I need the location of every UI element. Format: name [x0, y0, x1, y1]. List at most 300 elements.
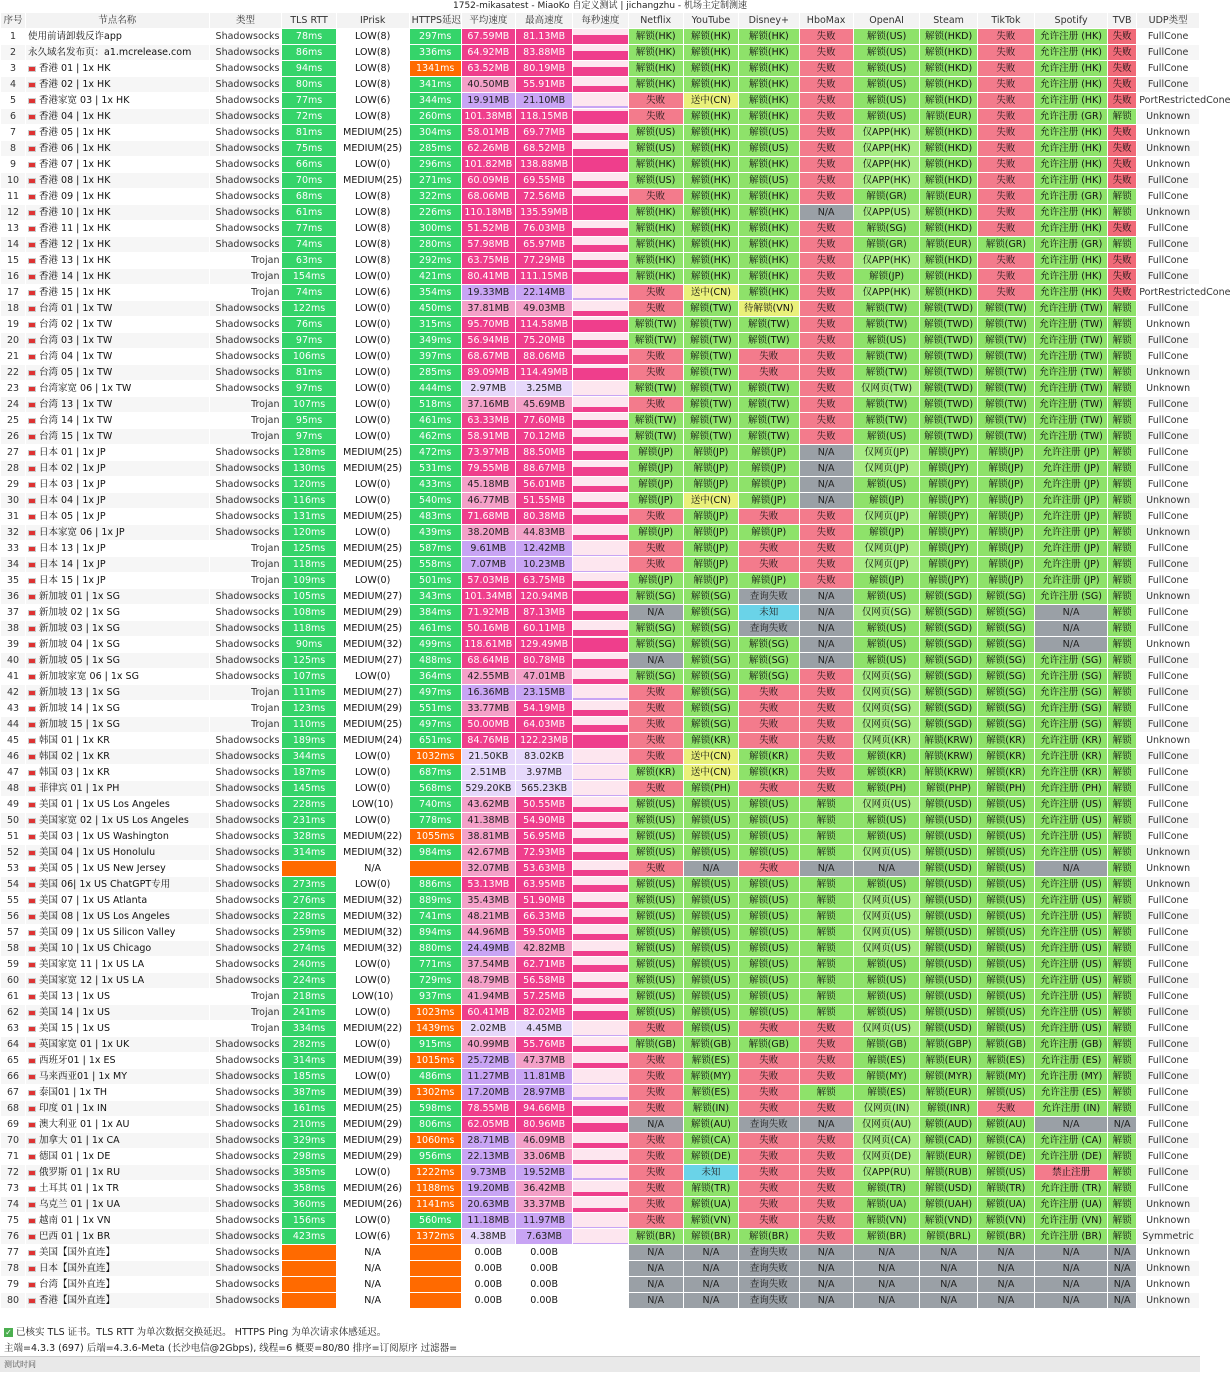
per-second-speed-graph [573, 509, 628, 525]
max-speed: 120.94MB [515, 589, 572, 605]
row-index: 73 [1, 1181, 26, 1197]
netflix-status: N/A [628, 605, 683, 621]
tiktok-status: 失败 [977, 93, 1034, 109]
ip-risk: LOW(0) [336, 381, 409, 397]
node-name-text: 香港 12 | 1x HK [39, 239, 111, 250]
tls-rtt: 298ms [282, 1149, 336, 1165]
table-row[interactable] [1, 1021, 1200, 1037]
per-second-speed-graph [573, 845, 628, 861]
netflix-status: 解锁(TW) [628, 381, 683, 397]
youtube-status: N/A [683, 1293, 738, 1309]
youtube-status: 解锁(IN) [683, 1101, 738, 1117]
table-row[interactable] [1, 125, 1200, 141]
row-index: 37 [1, 605, 26, 621]
table-row[interactable] [1, 557, 1200, 573]
row-index: 19 [1, 317, 26, 333]
openai-status: 解锁(JP) [853, 269, 920, 285]
openai-status: 解锁(SG) [853, 221, 920, 237]
hbomax-status: N/A [799, 477, 853, 493]
table-row[interactable] [1, 1069, 1200, 1085]
table-row[interactable] [1, 525, 1200, 541]
per-second-speed-graph [573, 1245, 628, 1261]
ip-risk: MEDIUM(29) [336, 1117, 409, 1133]
table-row[interactable] [1, 717, 1200, 733]
table-row[interactable] [1, 349, 1200, 365]
https-latency: 568ms [409, 781, 461, 797]
table-row[interactable] [1, 61, 1200, 77]
node-name [26, 237, 209, 253]
openai-status: 解锁(US) [853, 637, 920, 653]
table-row[interactable] [1, 413, 1200, 429]
table-row[interactable] [1, 365, 1200, 381]
table-row[interactable] [1, 1053, 1200, 1069]
table-row[interactable] [1, 1197, 1200, 1213]
node-name [26, 637, 209, 653]
netflix-status: 失败 [628, 349, 683, 365]
ip-risk: MEDIUM(26) [336, 1197, 409, 1213]
table-row[interactable] [1, 445, 1200, 461]
netflix-status: 失败 [628, 685, 683, 701]
spotify-status: 允许注册 (SG) [1035, 669, 1108, 685]
table-row[interactable] [1, 509, 1200, 525]
openai-status: 仅网页(IN) [853, 1101, 920, 1117]
node-name-text: 美国 04 | 1x US Honolulu [39, 847, 156, 858]
hbomax-status: 失败 [799, 189, 853, 205]
node-name [26, 605, 209, 621]
column-header[interactable]: Disney+ [739, 13, 799, 29]
per-second-speed-graph [573, 589, 628, 605]
tls-rtt [282, 1245, 336, 1261]
table-row[interactable] [1, 173, 1200, 189]
table-row[interactable] [1, 77, 1200, 93]
speed-bar [573, 368, 627, 380]
youtube-status: 解锁(CA) [683, 1133, 738, 1149]
spotify-status: 允许注册 (JP) [1035, 557, 1108, 573]
column-header[interactable]: TikTok [977, 13, 1034, 29]
avg-speed: 58.91MB [461, 429, 515, 445]
row-index: 49 [1, 797, 26, 813]
table-row[interactable] [1, 605, 1200, 621]
spotify-status: 允许注册 (TW) [1035, 317, 1108, 333]
tls-rtt: 122ms [282, 301, 336, 317]
avg-speed: 51.52MB [461, 221, 515, 237]
tiktok-status: 失败 [977, 141, 1034, 157]
node-name-text: 美国【国外直连】 [39, 1247, 116, 1258]
https-latency [409, 1261, 461, 1277]
per-second-speed-graph [573, 109, 628, 125]
openai-status: 解锁(US) [853, 29, 920, 45]
table-row[interactable] [1, 989, 1200, 1005]
per-second-speed-graph [573, 813, 628, 829]
node-name [26, 1053, 209, 1069]
table-row[interactable] [1, 1101, 1200, 1117]
tvb-status: 失败 [1108, 61, 1137, 77]
column-header[interactable]: 类型 [209, 13, 282, 29]
disney-status: 解锁(HK) [739, 269, 799, 285]
node-name-text: 台湾 01 | 1x TW [39, 303, 113, 314]
flag-icon [28, 1282, 36, 1288]
table-row[interactable] [1, 957, 1200, 973]
speed-bar [573, 1046, 627, 1052]
table-row[interactable] [1, 109, 1200, 125]
hbomax-status: 失败 [799, 269, 853, 285]
table-row[interactable] [1, 541, 1200, 557]
table-row[interactable] [1, 1213, 1200, 1229]
per-second-speed-graph [573, 605, 628, 621]
table-row[interactable] [1, 141, 1200, 157]
node-type: Trojan [209, 285, 282, 301]
avg-speed: 529.20KB [461, 781, 515, 797]
avg-speed: 60.09MB [461, 173, 515, 189]
youtube-status: 解锁(SG) [683, 653, 738, 669]
youtube-status: 解锁(HK) [683, 141, 738, 157]
openai-status: 解锁(US) [853, 109, 920, 125]
table-row[interactable] [1, 29, 1200, 45]
row-index: 57 [1, 925, 26, 941]
node-type: Shadowsocks [209, 349, 282, 365]
max-speed: 80.78MB [515, 653, 572, 669]
hbomax-status: 失败 [799, 1069, 853, 1085]
tls-rtt: 314ms [282, 845, 336, 861]
hbomax-status: 失败 [799, 221, 853, 237]
table-row[interactable] [1, 1261, 1200, 1277]
steam-status: 解锁(HKD) [920, 285, 977, 301]
ip-risk: LOW(0) [336, 301, 409, 317]
table-row[interactable] [1, 765, 1200, 781]
udp-type: FullCone [1137, 301, 1200, 317]
openai-status: 仅网页(US) [853, 797, 920, 813]
steam-status: 解锁(SGD) [920, 669, 977, 685]
table-row[interactable] [1, 877, 1200, 893]
node-name-text: 日本家宽 06 | 1x JP [39, 527, 125, 538]
table-row[interactable] [1, 429, 1200, 445]
flag-icon [28, 546, 36, 552]
udp-type: Unknown [1137, 205, 1200, 221]
speed-bar [573, 822, 627, 828]
table-row[interactable] [1, 1133, 1200, 1149]
node-type: Shadowsocks [209, 861, 282, 877]
column-header[interactable]: 最高速度 [515, 13, 572, 29]
table-row[interactable] [1, 669, 1200, 685]
steam-status: 解锁(EUR) [920, 1053, 977, 1069]
max-speed: 72.56MB [515, 189, 572, 205]
max-speed: 122.23MB [515, 733, 572, 749]
udp-type: FullCone [1137, 925, 1200, 941]
max-speed: 80.38MB [515, 509, 572, 525]
disney-status: 解锁(US) [739, 797, 799, 813]
tvb-status: 解锁 [1108, 797, 1137, 813]
table-row[interactable] [1, 45, 1200, 61]
ip-risk: MEDIUM(25) [336, 557, 409, 573]
column-header[interactable]: UDP类型 [1137, 13, 1200, 29]
node-name-text: 台湾 15 | 1x TW [39, 431, 113, 442]
youtube-status: 解锁(US) [683, 797, 738, 813]
ip-risk: LOW(8) [336, 29, 409, 45]
row-index: 1 [1, 29, 26, 45]
max-speed: 55.76MB [515, 1037, 572, 1053]
table-row[interactable] [1, 253, 1200, 269]
tls-rtt: 185ms [282, 1069, 336, 1085]
ip-risk: LOW(10) [336, 797, 409, 813]
avg-speed: 89.09MB [461, 365, 515, 381]
table-row[interactable] [1, 1117, 1200, 1133]
hbomax-status: 失败 [799, 765, 853, 781]
netflix-status: 解锁(SG) [628, 637, 683, 653]
table-row[interactable] [1, 637, 1200, 653]
column-header[interactable]: 序号 [1, 13, 26, 29]
column-header[interactable]: Steam [920, 13, 977, 29]
tls-rtt: 105ms [282, 589, 336, 605]
table-row[interactable] [1, 1245, 1200, 1261]
avg-speed: 40.50MB [461, 77, 515, 93]
ip-risk: LOW(0) [336, 365, 409, 381]
column-header[interactable]: TVB [1108, 13, 1137, 29]
table-row[interactable] [1, 285, 1200, 301]
speed-bar [573, 998, 627, 1004]
tvb-status: 失败 [1108, 285, 1137, 301]
spotify-status: 允许注册 (VN) [1035, 1213, 1108, 1229]
table-row[interactable] [1, 685, 1200, 701]
avg-speed: 2.97MB [461, 381, 515, 397]
table-row[interactable] [1, 93, 1200, 109]
column-header[interactable]: TLS RTT [282, 13, 336, 29]
tvb-status: 解锁 [1108, 621, 1137, 637]
tiktok-status: 解锁(TW) [977, 429, 1034, 445]
node-name-text: 韩国 01 | 1x KR [39, 735, 110, 746]
tvb-status: 解锁 [1108, 717, 1137, 733]
spotify-status: 允许注册 (US) [1035, 797, 1108, 813]
steam-status: 解锁(KRW) [920, 765, 977, 781]
https-latency: 439ms [409, 525, 461, 541]
table-row[interactable] [1, 781, 1200, 797]
table-row[interactable] [1, 221, 1200, 237]
https-latency: 551ms [409, 701, 461, 717]
table-row[interactable] [1, 813, 1200, 829]
table-row[interactable] [1, 301, 1200, 317]
row-index: 68 [1, 1101, 26, 1117]
column-header[interactable]: YouTube [683, 13, 738, 29]
disney-status: 解锁(US) [739, 989, 799, 1005]
node-name-text: 日本 14 | 1x JP [39, 559, 106, 570]
youtube-status: 解锁(US) [683, 845, 738, 861]
table-row[interactable] [1, 397, 1200, 413]
netflix-status: 解锁(US) [628, 925, 683, 941]
flag-icon [28, 1122, 36, 1128]
netflix-status: 失败 [628, 93, 683, 109]
udp-type: FullCone [1137, 653, 1200, 669]
table-row[interactable] [1, 829, 1200, 845]
max-speed: 59.50MB [515, 925, 572, 941]
table-row[interactable] [1, 845, 1200, 861]
tvb-status: 解锁 [1108, 237, 1137, 253]
table-row[interactable] [1, 1165, 1200, 1181]
column-header[interactable]: HTTPS延迟 [409, 13, 461, 29]
tls-rtt: 94ms [282, 61, 336, 77]
table-row[interactable] [1, 653, 1200, 669]
row-index: 17 [1, 285, 26, 301]
udp-type: FullCone [1137, 765, 1200, 781]
ip-risk: LOW(0) [336, 1005, 409, 1021]
table-row[interactable] [1, 893, 1200, 909]
udp-type: FullCone [1137, 445, 1200, 461]
node-type: Shadowsocks [209, 1277, 282, 1293]
table-row[interactable] [1, 1037, 1200, 1053]
table-row[interactable] [1, 1293, 1200, 1309]
node-name-text: 日本 05 | 1x JP [39, 511, 106, 522]
ip-risk: LOW(0) [336, 957, 409, 973]
node-name [26, 1117, 209, 1133]
node-name-text: 香港 10 | 1x HK [39, 207, 111, 218]
disney-status: 解锁(HK) [739, 157, 799, 173]
speed-bar [573, 502, 627, 508]
per-second-speed-graph [573, 381, 628, 397]
column-header[interactable]: OpenAI [853, 13, 920, 29]
node-name [26, 125, 209, 141]
node-type: Shadowsocks [209, 61, 282, 77]
max-speed: 47.01MB [515, 669, 572, 685]
column-header[interactable]: HboMax [799, 13, 853, 29]
tvb-status: 解锁 [1108, 669, 1137, 685]
disney-status: 解锁(US) [739, 1005, 799, 1021]
youtube-status: 解锁(PH) [683, 781, 738, 797]
table-row[interactable] [1, 1181, 1200, 1197]
udp-type: PortRestrictedCone [1137, 285, 1200, 301]
speed-bar [573, 725, 627, 732]
spotify-status: 允许注册 (US) [1035, 893, 1108, 909]
flag-icon [28, 210, 36, 216]
node-type: Shadowsocks [209, 29, 282, 45]
table-row[interactable] [1, 333, 1200, 349]
tvb-status: N/A [1108, 1261, 1137, 1277]
hbomax-status: 失败 [799, 317, 853, 333]
node-name-text: 香港【国外直连】 [39, 1295, 116, 1306]
netflix-status: 失败 [628, 301, 683, 317]
table-row[interactable] [1, 1149, 1200, 1165]
table-row[interactable] [1, 749, 1200, 765]
table-row[interactable] [1, 1277, 1200, 1293]
tls-rtt: 423ms [282, 1229, 336, 1245]
table-row[interactable] [1, 461, 1200, 477]
table-row[interactable] [1, 589, 1200, 605]
openai-status: 仅网页(US) [853, 1021, 920, 1037]
table-row[interactable] [1, 973, 1200, 989]
table-row[interactable] [1, 205, 1200, 221]
table-row[interactable] [1, 1229, 1200, 1245]
hbomax-status: 解锁 [799, 893, 853, 909]
tvb-status: 解锁 [1108, 765, 1137, 781]
https-latency: 915ms [409, 1037, 461, 1053]
node-name [26, 445, 209, 461]
youtube-status: 解锁(KR) [683, 733, 738, 749]
node-name [26, 301, 209, 317]
per-second-speed-graph [573, 733, 628, 749]
tiktok-status: 解锁(US) [977, 973, 1034, 989]
hbomax-status: N/A [799, 589, 853, 605]
table-row[interactable] [1, 381, 1200, 397]
per-second-speed-graph [573, 701, 628, 717]
node-name-text: 台湾 04 | 1x TW [39, 351, 113, 362]
table-row[interactable] [1, 269, 1200, 285]
spotify-status: 允许注册 (JP) [1035, 477, 1108, 493]
table-row[interactable] [1, 925, 1200, 941]
udp-type: FullCone [1137, 45, 1200, 61]
speed-bar [573, 965, 627, 972]
column-header[interactable]: IPrisk [336, 13, 409, 29]
tls-rtt: 77ms [282, 221, 336, 237]
spotify-status: 允许注册 (US) [1035, 925, 1108, 941]
steam-status: 解锁(SGD) [920, 605, 977, 621]
ip-risk: MEDIUM(32) [336, 909, 409, 925]
table-row[interactable] [1, 797, 1200, 813]
table-row[interactable] [1, 1085, 1200, 1101]
netflix-status: 失败 [628, 189, 683, 205]
table-row[interactable] [1, 189, 1200, 205]
udp-type: FullCone [1137, 1037, 1200, 1053]
table-row[interactable] [1, 861, 1200, 877]
table-row[interactable] [1, 237, 1200, 253]
table-row[interactable] [1, 941, 1200, 957]
table-row[interactable] [1, 493, 1200, 509]
column-header[interactable]: Netflix [628, 13, 683, 29]
tiktok-status: 解锁(JP) [977, 573, 1034, 589]
table-row[interactable] [1, 621, 1200, 637]
table-row[interactable] [1, 1005, 1200, 1021]
tvb-status: N/A [1108, 1245, 1137, 1261]
table-row[interactable] [1, 909, 1200, 925]
udp-type: Unknown [1137, 493, 1200, 509]
window-title: 1752-mikasatest - MiaoKo 自定义测试 | jichangzhu - 机场主定制测速 [453, 1, 747, 11]
table-row[interactable] [1, 477, 1200, 493]
column-header[interactable]: 节点名称 [26, 13, 209, 29]
column-header[interactable]: Spotify [1035, 13, 1108, 29]
netflix-status: 解锁(US) [628, 813, 683, 829]
tvb-status: 解锁 [1108, 1005, 1137, 1021]
table-row[interactable] [1, 733, 1200, 749]
tvb-status: 失败 [1108, 45, 1137, 61]
hbomax-status: 失败 [799, 45, 853, 61]
row-index: 3 [1, 61, 26, 77]
youtube-status: 解锁(JP) [683, 509, 738, 525]
table-row[interactable] [1, 157, 1200, 173]
max-speed: 0.00B [515, 1277, 572, 1293]
ip-risk: LOW(8) [336, 77, 409, 93]
table-row[interactable] [1, 701, 1200, 717]
tls-rtt: 210ms [282, 1117, 336, 1133]
youtube-status: 解锁(JP) [683, 557, 738, 573]
https-latency: 1439ms [409, 1021, 461, 1037]
column-header[interactable]: 每秒速度 [573, 13, 628, 29]
tls-rtt: 130ms [282, 461, 336, 477]
tls-rtt: 276ms [282, 893, 336, 909]
ip-risk: LOW(8) [336, 253, 409, 269]
row-index: 59 [1, 957, 26, 973]
table-row[interactable] [1, 317, 1200, 333]
udp-type: FullCone [1137, 893, 1200, 909]
steam-status: 解锁(TWD) [920, 301, 977, 317]
row-index: 5 [1, 93, 26, 109]
flag-icon [28, 786, 36, 792]
node-name-text: 香港 15 | 1x HK [39, 287, 111, 298]
column-header[interactable]: 平均速度 [461, 13, 515, 29]
row-index: 6 [1, 109, 26, 125]
udp-type: FullCone [1137, 909, 1200, 925]
table-row[interactable] [1, 573, 1200, 589]
hbomax-status: 失败 [799, 1197, 853, 1213]
max-speed: 7.63MB [515, 1229, 572, 1245]
row-index: 77 [1, 1245, 26, 1261]
flag-icon [28, 866, 36, 872]
tiktok-status: 解锁(ES) [977, 1053, 1034, 1069]
